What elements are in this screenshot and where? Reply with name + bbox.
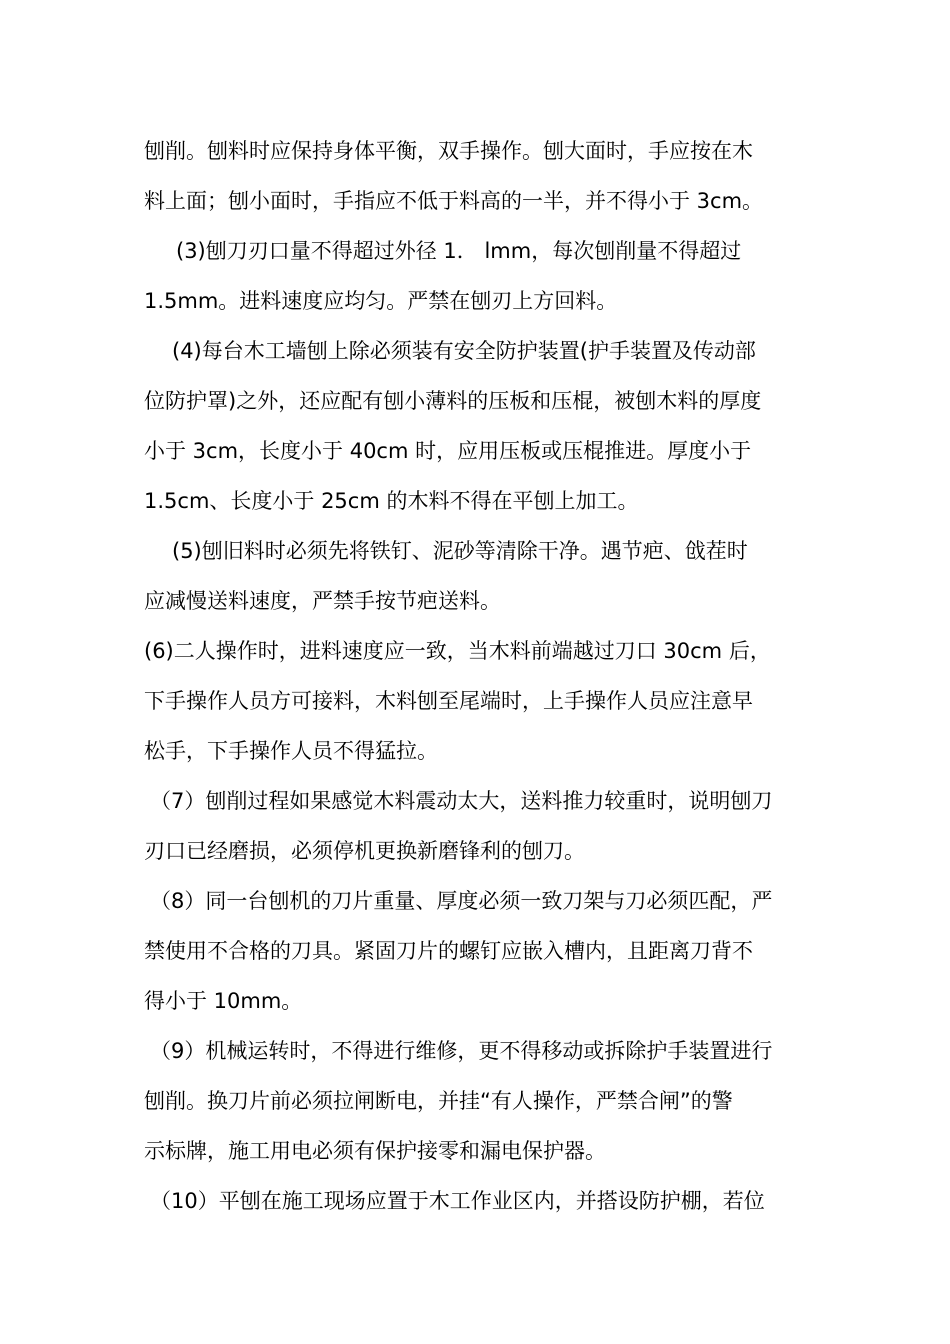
text-line: 料上面；刨小面时，手指应不低于料高的一半，并不得小于 3cm。 [144, 189, 764, 213]
text-line: （10）平刨在施工现场应置于木工作业区内，并搭设防护棚，若位 [150, 1189, 765, 1213]
text-line: 刨削。换刀片前必须拉闸断电，并挂“有人操作，严禁合闸”的警 [144, 1089, 733, 1113]
text-line: (3)刨刀刃口量不得超过外径 1． lmm，每次刨削量不得超过 [176, 239, 742, 263]
text-line: 示标牌，施工用电必须有保护接零和漏电保护器。 [144, 1139, 606, 1163]
text-line: 得小于 10mm。 [144, 989, 303, 1013]
text-line: 下手操作人员方可接料，木料刨至尾端时，上手操作人员应注意早 [144, 689, 753, 713]
text-line: 小于 3cm，长度小于 40cm 时，应用压板或压棍推进。厚度小于 [144, 439, 752, 463]
text-line: （7）刨削过程如果感觉木料震动太大，送料推力较重时，说明刨刀 [150, 789, 773, 813]
text-line: （8）同一台刨机的刀片重量、厚度必须一致刀架与刀必须匹配，严 [150, 889, 773, 913]
text-line: 位防护罩)之外，还应配有刨小薄料的压板和压棍，被刨木料的厚度 [144, 389, 762, 413]
text-line: 1.5cm、长度小于 25cm 的木料不得在平刨上加工。 [144, 489, 639, 513]
text-line: 1.5mm。进料速度应均匀。严禁在刨刃上方回料。 [144, 289, 618, 313]
text-line: 禁使用不合格的刀具。紧固刀片的螺钉应嵌入槽内，且距离刀背不 [144, 939, 753, 963]
text-line: (6)二人操作时，进料速度应一致，当木料前端越过刀口 30cm 后， [144, 639, 771, 663]
text-line: 松手，下手操作人员不得猛拉。 [144, 739, 438, 763]
text-line: 应减慢送料速度，严禁手按节疤送料。 [144, 589, 501, 613]
text-line: (4)每台木工墙刨上除必须装有安全防护装置(护手装置及传动部 [172, 339, 756, 363]
text-line: (5)刨旧料时必须先将铁钉、泥砂等清除干净。遇节疤、戗茬时 [172, 539, 748, 563]
text-line: （9）机械运转时，不得进行维修，更不得移动或拆除护手装置进行 [150, 1039, 773, 1063]
text-line: 刃口已经磨损，必须停机更换新磨锋利的刨刀。 [144, 839, 585, 863]
text-line: 刨削。刨料时应保持身体平衡，双手操作。刨大面时，手应按在木 [144, 139, 753, 163]
